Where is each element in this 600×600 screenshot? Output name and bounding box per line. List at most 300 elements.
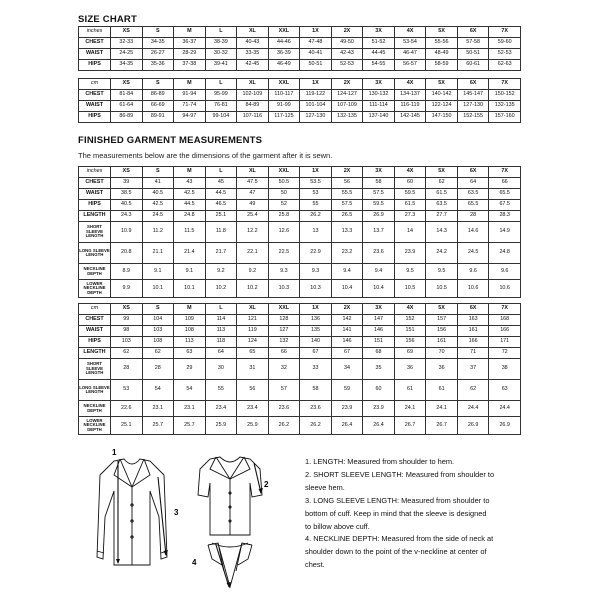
table-row: [79, 315, 521, 326]
table-cell: 59.5: [363, 200, 395, 211]
table-cell: 76-81: [205, 101, 237, 112]
size-header-4x: 4X: [394, 304, 426, 315]
row-label: HIPS: [79, 112, 111, 123]
table-cell: 70: [426, 348, 458, 359]
short-sleeve-front-drawing: [198, 457, 262, 535]
table-cell: 48-49: [426, 49, 458, 60]
table-cell: 71: [457, 348, 489, 359]
table-cell: 38.5: [111, 189, 143, 200]
table-cell: 67: [331, 348, 363, 359]
table-cell: 25.9: [237, 417, 269, 435]
table-cell: 26-27: [142, 49, 174, 60]
table-row: [79, 211, 521, 222]
table-cell: 24.3: [111, 211, 143, 222]
table-cell: 33-35: [237, 49, 269, 60]
table-cell: 13.7: [363, 222, 395, 243]
table-cell: 9.6: [457, 264, 489, 280]
measurement-notes: [305, 456, 545, 572]
table-cell: 152: [394, 315, 426, 326]
table-cell: 81-84: [111, 90, 143, 101]
table-cell: 56: [331, 178, 363, 189]
table-cell: 107-116: [237, 112, 269, 123]
table-cell: 62: [111, 348, 143, 359]
table-cell: 10.3: [300, 280, 332, 298]
size-header-xl: XL: [237, 79, 269, 90]
table-cell: 27.3: [394, 211, 426, 222]
neckline-detail-drawing: [208, 543, 252, 587]
table-cell: 10.4: [363, 280, 395, 298]
size-header-xs: XS: [111, 304, 143, 315]
table-cell: 26.5: [331, 211, 363, 222]
table-cell: 109: [174, 315, 206, 326]
table-cell: 9.1: [174, 264, 206, 280]
table-cell: 26.7: [426, 417, 458, 435]
size-header-4x: 4X: [394, 27, 426, 38]
row-label: CHEST: [79, 315, 111, 326]
table-cell: 53.5: [300, 178, 332, 189]
table-cell: 37: [457, 359, 489, 380]
table-cell: 26.9: [457, 417, 489, 435]
table-cell: 151: [363, 337, 395, 348]
table-cell: 50-51: [457, 49, 489, 60]
table-cell: 40.5: [111, 200, 143, 211]
table-row: [79, 359, 521, 380]
table-cell: 114: [205, 315, 237, 326]
table-cell: 132: [268, 337, 300, 348]
table-cell: 30: [205, 359, 237, 380]
table-cell: 26.9: [489, 417, 521, 435]
row-label: WAIST: [79, 49, 111, 60]
table-row: [79, 178, 521, 189]
size-header-2x: 2X: [331, 167, 363, 178]
note-line: 1. LENGTH: Measured from shoulder to hem.: [305, 457, 455, 466]
table-cell: 10.1: [174, 280, 206, 298]
table-cell: 61: [394, 380, 426, 401]
table-cell: 10.2: [237, 280, 269, 298]
table-cell: 72: [489, 348, 521, 359]
table-row: [79, 326, 521, 337]
row-label: WAIST: [79, 326, 111, 337]
table-row: [79, 38, 521, 49]
table-cell: 58: [300, 380, 332, 401]
size-header-l: L: [205, 304, 237, 315]
table-cell: 9.2: [237, 264, 269, 280]
size-header-4x: 4X: [394, 79, 426, 90]
table-cell: 59.5: [394, 189, 426, 200]
table-cell: 157-160: [489, 112, 521, 123]
table-cell: 55: [300, 200, 332, 211]
table-cell: 113: [205, 326, 237, 337]
table-cell: 10.5: [394, 280, 426, 298]
size-header-xs: XS: [111, 27, 143, 38]
table-cell: 101-104: [300, 101, 332, 112]
table-header-row: [79, 79, 521, 90]
table-cell: 63: [174, 348, 206, 359]
size-header-m: M: [174, 79, 206, 90]
table-cell: 26.4: [331, 417, 363, 435]
note-line: 4. NECKLINE DEPTH: Measured from the side of neck at: [305, 534, 494, 544]
table-cell: 61.5: [426, 189, 458, 200]
table-cell: 107-109: [331, 101, 363, 112]
table-cell: 47: [237, 189, 269, 200]
table-cell: 61-64: [111, 101, 143, 112]
finished-inches-table: [78, 166, 521, 298]
table-cell: 41: [142, 178, 174, 189]
note-line: to billow above cuff.: [305, 521, 370, 531]
table-cell: 146: [363, 326, 395, 337]
garment-diagram: [92, 447, 292, 595]
table-cell: 28: [457, 211, 489, 222]
unit-label: cm: [79, 79, 111, 90]
table-cell: 40-43: [237, 38, 269, 49]
table-cell: 11.5: [174, 222, 206, 243]
finished-cm-table: [78, 303, 521, 435]
table-cell: 58-59: [426, 60, 458, 71]
table-cell: 57: [268, 380, 300, 401]
table-cell: 63.5: [457, 189, 489, 200]
size-header-xxl: XXL: [268, 167, 300, 178]
table-cell: 58: [363, 178, 395, 189]
table-cell: 32: [268, 359, 300, 380]
table-cell: 63.5: [426, 200, 458, 211]
table-cell: 23.1: [174, 401, 206, 417]
table-row: [79, 49, 521, 60]
table-cell: 54: [142, 380, 174, 401]
size-header-l: L: [205, 167, 237, 178]
table-cell: 22.5: [268, 243, 300, 264]
size-header-7x: 7X: [489, 304, 521, 315]
table-cell: 142-145: [394, 112, 426, 123]
table-cell: 50.5: [268, 178, 300, 189]
size-header-3x: 3X: [363, 27, 395, 38]
table-cell: 40-41: [300, 49, 332, 60]
table-cell: 63: [489, 380, 521, 401]
table-cell: 108: [174, 326, 206, 337]
table-cell: 47.5: [237, 178, 269, 189]
table-cell: 52-53: [331, 60, 363, 71]
row-label: WAIST: [79, 101, 111, 112]
table-cell: 28-29: [174, 49, 206, 60]
size-header-xs: XS: [111, 79, 143, 90]
row-label: LONG SLEEVE LENGTH: [79, 380, 111, 401]
table-cell: 132-135: [489, 101, 521, 112]
table-cell: 161: [457, 326, 489, 337]
note-line: 2. SHORT SLEEVE LENGTH: Measured from shoulder to: [305, 469, 495, 479]
table-cell: 26.2: [300, 417, 332, 435]
size-header-5x: 5X: [426, 304, 458, 315]
table-cell: 38: [489, 359, 521, 380]
table-cell: 57.5: [363, 189, 395, 200]
note-line: shoulder down to the point of the v-neckline at center of: [305, 547, 487, 557]
table-cell: 25.1: [205, 211, 237, 222]
table-cell: 84-89: [237, 101, 269, 112]
table-cell: 9.1: [142, 264, 174, 280]
size-header-xxl: XXL: [268, 27, 300, 38]
row-label: WAIST: [79, 189, 111, 200]
row-label: LOWER NECKLINE DEPTH: [79, 280, 111, 298]
callout-2: 2: [264, 480, 269, 489]
table-cell: 99-104: [205, 112, 237, 123]
table-cell: 57-58: [457, 38, 489, 49]
table-cell: 86-89: [142, 90, 174, 101]
size-header-s: S: [142, 27, 174, 38]
size-header-1x: 1X: [300, 79, 332, 90]
table-cell: 95-99: [205, 90, 237, 101]
table-row: [79, 417, 521, 435]
table-cell: 57.5: [331, 200, 363, 211]
table-cell: 117-125: [268, 112, 300, 123]
table-cell: 28: [142, 359, 174, 380]
table-cell: 53: [111, 380, 143, 401]
row-label: LENGTH: [79, 211, 111, 222]
note-line: sleeve hem.: [305, 482, 345, 492]
table-cell: 150-152: [489, 90, 521, 101]
size-header-1x: 1X: [300, 304, 332, 315]
table-cell: 37-38: [174, 60, 206, 71]
table-cell: 26.9: [363, 211, 395, 222]
table-cell: 137-140: [363, 112, 395, 123]
table-cell: 140: [300, 337, 332, 348]
table-cell: 23.2: [331, 243, 363, 264]
row-label: NECKLINE DEPTH: [79, 401, 111, 417]
table-row: [79, 189, 521, 200]
table-cell: 156: [394, 337, 426, 348]
table-cell: 24.4: [489, 401, 521, 417]
table-cell: 22.1: [237, 243, 269, 264]
table-cell: 34-35: [111, 60, 143, 71]
size-chart-title: SIZE CHART: [78, 14, 137, 25]
table-cell: 60: [363, 380, 395, 401]
table-row: [79, 90, 521, 101]
table-cell: 166: [457, 337, 489, 348]
table-cell: 24.5: [142, 211, 174, 222]
size-header-7x: 7X: [489, 79, 521, 90]
table-cell: 44.5: [174, 200, 206, 211]
short-sleeve-measure-line: [254, 463, 261, 493]
table-cell: 66: [489, 178, 521, 189]
size-header-4x: 4X: [394, 167, 426, 178]
table-cell: 13: [300, 222, 332, 243]
table-header-row: [79, 304, 521, 315]
table-cell: 163: [457, 315, 489, 326]
table-cell: 26.7: [394, 417, 426, 435]
table-cell: 39: [111, 178, 143, 189]
table-cell: 28: [111, 359, 143, 380]
table-cell: 135: [300, 326, 332, 337]
row-label: CHEST: [79, 178, 111, 189]
table-cell: 50: [268, 189, 300, 200]
table-cell: 24-25: [111, 49, 143, 60]
table-cell: 55.5: [331, 189, 363, 200]
table-cell: 59-60: [489, 38, 521, 49]
table-cell: 61: [426, 380, 458, 401]
table-cell: 118: [205, 337, 237, 348]
table-cell: 11.8: [205, 222, 237, 243]
table-cell: 52-53: [489, 49, 521, 60]
table-cell: 60: [394, 178, 426, 189]
table-cell: 111-114: [363, 101, 395, 112]
size-header-6x: 6X: [457, 79, 489, 90]
table-cell: 45: [205, 178, 237, 189]
size-header-l: L: [205, 79, 237, 90]
table-cell: 10.1: [142, 280, 174, 298]
table-cell: 42-45: [237, 60, 269, 71]
table-cell: 56: [237, 380, 269, 401]
table-row: [79, 280, 521, 298]
table-cell: 122-124: [426, 101, 458, 112]
table-cell: 22.6: [111, 401, 143, 417]
table-cell: 25.7: [142, 417, 174, 435]
table-cell: 20.8: [111, 243, 143, 264]
table-cell: 40.5: [142, 189, 174, 200]
finished-measurements-title: FINISHED GARMENT MEASUREMENTS: [78, 135, 263, 146]
table-cell: 23.4: [237, 401, 269, 417]
table-cell: 25.4: [237, 211, 269, 222]
table-cell: 55: [205, 380, 237, 401]
size-header-2x: 2X: [331, 304, 363, 315]
note-line: chest.: [305, 560, 325, 570]
table-cell: 30-32: [205, 49, 237, 60]
table-cell: 156: [426, 326, 458, 337]
table-cell: 53: [300, 189, 332, 200]
size-header-xl: XL: [237, 27, 269, 38]
table-row: [79, 348, 521, 359]
size-header-5x: 5X: [426, 167, 458, 178]
table-cell: 12.2: [237, 222, 269, 243]
table-cell: 128: [268, 315, 300, 326]
table-cell: 108: [142, 337, 174, 348]
table-cell: 44-45: [363, 49, 395, 60]
table-cell: 10.2: [205, 280, 237, 298]
size-header-5x: 5X: [426, 79, 458, 90]
table-row: [79, 380, 521, 401]
unit-label: inches: [79, 167, 111, 178]
callout-1: 1: [112, 448, 117, 457]
table-cell: 12.6: [268, 222, 300, 243]
table-cell: 55-56: [426, 38, 458, 49]
table-cell: 94-97: [174, 112, 206, 123]
table-cell: 9.3: [268, 264, 300, 280]
table-cell: 66-69: [142, 101, 174, 112]
table-cell: 113: [174, 337, 206, 348]
table-cell: 42.5: [142, 200, 174, 211]
table-cell: 34-35: [142, 38, 174, 49]
table-cell: 147: [363, 315, 395, 326]
table-cell: 69: [394, 348, 426, 359]
table-cell: 38-39: [205, 38, 237, 49]
table-cell: 44-46: [268, 38, 300, 49]
table-row: [79, 401, 521, 417]
size-header-7x: 7X: [489, 167, 521, 178]
table-cell: 47-48: [300, 38, 332, 49]
size-header-xl: XL: [237, 304, 269, 315]
size-header-6x: 6X: [457, 304, 489, 315]
table-cell: 67.5: [489, 200, 521, 211]
row-label: LENGTH: [79, 348, 111, 359]
table-cell: 60-61: [457, 60, 489, 71]
table-cell: 116-119: [394, 101, 426, 112]
table-cell: 10.6: [457, 280, 489, 298]
table-cell: 86-89: [111, 112, 143, 123]
table-cell: 25.1: [111, 417, 143, 435]
table-cell: 136: [300, 315, 332, 326]
table-cell: 46.5: [205, 200, 237, 211]
table-cell: 9.2: [205, 264, 237, 280]
table-cell: 66: [268, 348, 300, 359]
size-header-m: M: [174, 27, 206, 38]
table-cell: 50-51: [300, 60, 332, 71]
table-cell: 24.8: [489, 243, 521, 264]
size-header-3x: 3X: [363, 79, 395, 90]
table-cell: 10.3: [268, 280, 300, 298]
table-cell: 134-137: [394, 90, 426, 101]
size-header-m: M: [174, 304, 206, 315]
table-cell: 42.5: [174, 189, 206, 200]
table-cell: 43: [174, 178, 206, 189]
unit-label: cm: [79, 304, 111, 315]
row-label: SHORT SLEEVE LENGTH: [79, 222, 111, 243]
table-cell: 127: [268, 326, 300, 337]
table-cell: 9.5: [426, 264, 458, 280]
table-cell: 26.4: [363, 417, 395, 435]
size-header-6x: 6X: [457, 27, 489, 38]
size-header-2x: 2X: [331, 79, 363, 90]
table-cell: 64: [205, 348, 237, 359]
size-header-3x: 3X: [363, 167, 395, 178]
table-cell: 140-142: [426, 90, 458, 101]
size-header-xxl: XXL: [268, 304, 300, 315]
table-cell: 23.1: [142, 401, 174, 417]
table-cell: 26.2: [268, 417, 300, 435]
table-row: [79, 222, 521, 243]
table-cell: 21.7: [205, 243, 237, 264]
table-cell: 36-39: [268, 49, 300, 60]
table-cell: 102-109: [237, 90, 269, 101]
long-sleeve-front-drawing: [97, 459, 167, 565]
table-cell: 132-135: [331, 112, 363, 123]
table-cell: 23.9: [331, 401, 363, 417]
table-cell: 14.6: [457, 222, 489, 243]
table-row: [79, 337, 521, 348]
table-cell: 36: [426, 359, 458, 380]
table-cell: 14.3: [426, 222, 458, 243]
table-cell: 35-36: [142, 60, 174, 71]
table-cell: 62: [142, 348, 174, 359]
table-cell: 39-41: [205, 60, 237, 71]
size-header-7x: 7X: [489, 27, 521, 38]
table-cell: 28.3: [489, 211, 521, 222]
table-cell: 8.9: [111, 264, 143, 280]
table-cell: 62: [457, 380, 489, 401]
size-header-xxl: XXL: [268, 79, 300, 90]
callout-4: 4: [192, 558, 197, 567]
table-cell: 23.4: [205, 401, 237, 417]
size-header-1x: 1X: [300, 167, 332, 178]
table-cell: 10.9: [111, 222, 143, 243]
table-cell: 152-155: [457, 112, 489, 123]
table-cell: 71-74: [174, 101, 206, 112]
table-cell: 54: [174, 380, 206, 401]
table-cell: 23.9: [363, 401, 395, 417]
table-cell: 161: [426, 337, 458, 348]
table-cell: 36-37: [174, 38, 206, 49]
table-cell: 42-43: [331, 49, 363, 60]
row-label: HIPS: [79, 200, 111, 211]
size-header-xs: XS: [111, 167, 143, 178]
table-cell: 14.9: [489, 222, 521, 243]
table-cell: 21.1: [142, 243, 174, 264]
table-cell: 24.1: [394, 401, 426, 417]
